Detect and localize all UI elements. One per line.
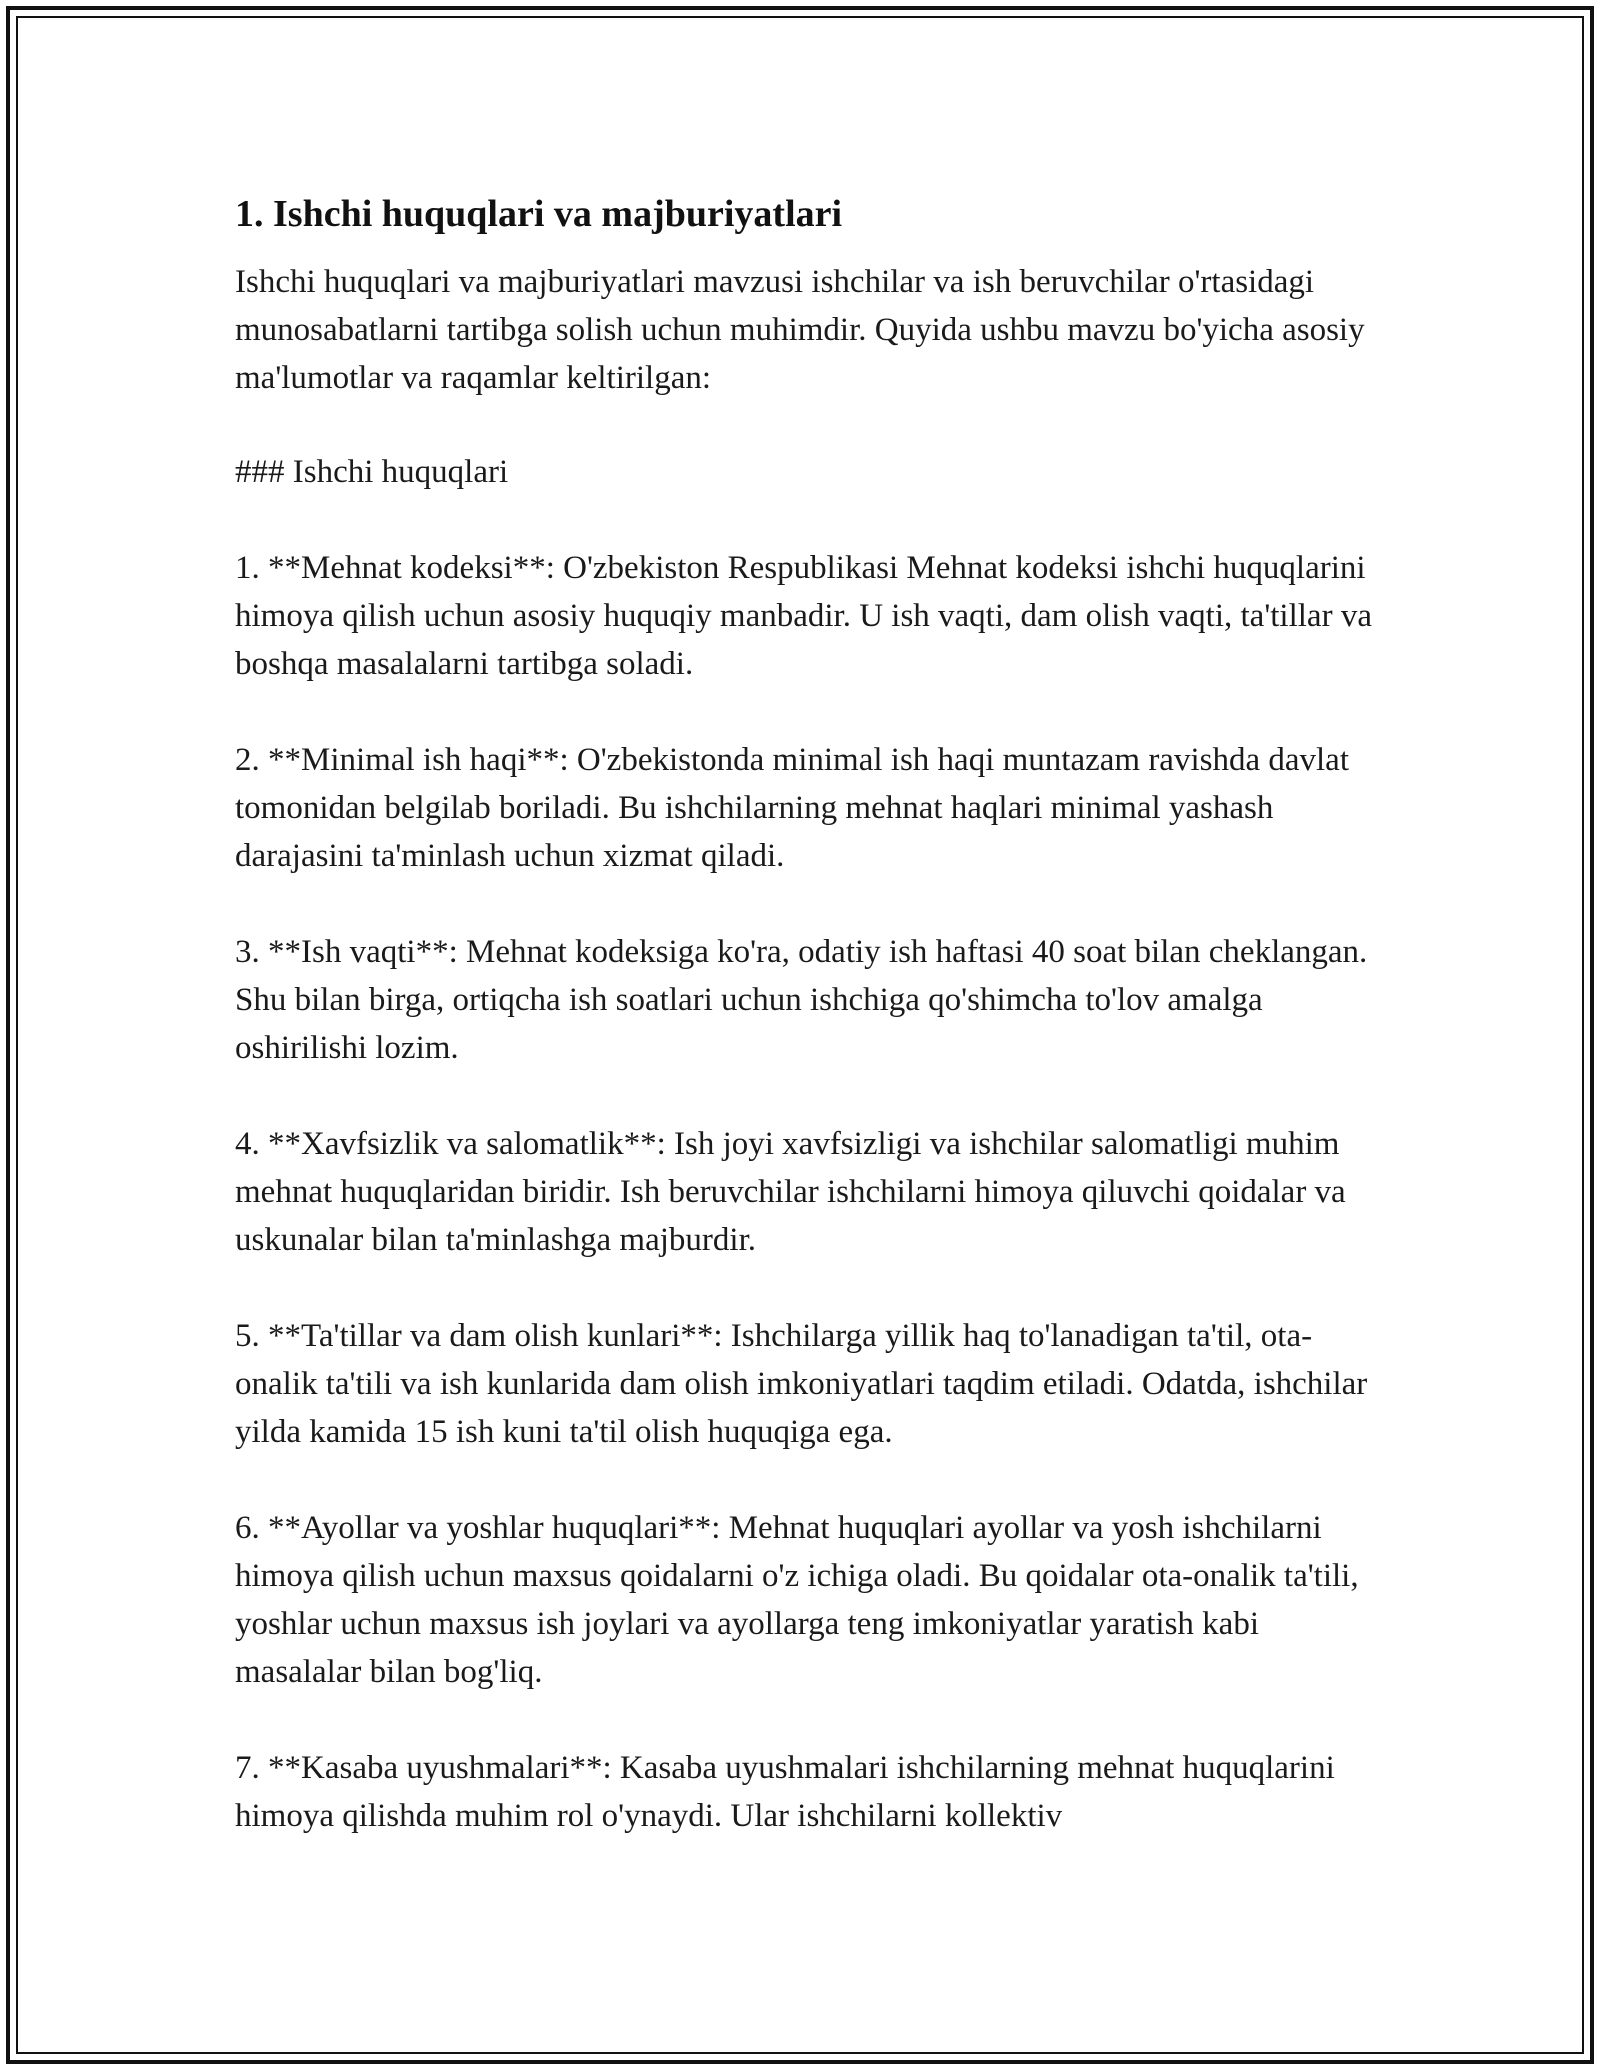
document-body [235, 188, 1385, 1840]
list-item: 1. **Mehnat kodeksi**: O'zbekiston Respublikasi Mehnat kodeksi ishchi huquqlarini himoya qilish uchun asosiy huquqiy manbadir. U ish vaqti, dam olish vaqti, ta'tillar va boshqa masalalarni tartibga soladi. [235, 550, 1372, 682]
list-item: 3. **Ish vaqti**: Mehnat kodeksiga ko'ra, odatiy ish haftasi 40 soat bilan cheklangan. Shu bilan birga, ortiqcha ish soatlari uchun ishchiga qo'shimcha to'lov amalga oshirilishi lozim. [235, 934, 1368, 1066]
list-item: 6. **Ayollar va yoshlar huquqlari**: Mehnat huquqlari ayollar va yosh ishchilarni himoya qilish uchun maxsus qoidalarni o'z ichiga oladi. Bu qoidalar ota-onalik ta'tili, yoshlar uchun maxsus ish joylari va ayollarga teng imkoniyatlar yaratish kabi masalalar bilan bog'liq. [235, 1510, 1359, 1690]
list-item: 5. **Ta'tillar va dam olish kunlari**: Ishchilarga yillik haq to'lanadigan ta'til, ota-onalik ta'tili va ish kunlarida dam olish imkoniyatlari taqdim etiladi. Odatda, ishchilar yilda kamida 15 ish kuni ta'til olish huquqiga ega. [235, 1318, 1368, 1450]
intro-paragraph: Ishchi huquqlari va majburiyatlari mavzusi ishchilar va ish beruvchilar o'rtasidagi munosabatlarni tartibga solish uchun muhimdir. Quyida ushbu mavzu bo'yicha asosiy ma'lumotlar va raqamlar keltirilgan: [235, 264, 1365, 396]
list-item: 2. **Minimal ish haqi**: O'zbekistonda minimal ish haqi muntazam ravishda davlat tomonidan belgilab boriladi. Bu ishchilarning mehnat haqlari minimal yashash darajasini ta'minlash uchun xizmat qiladi. [235, 742, 1349, 874]
list-item: 4. **Xavfsizlik va salomatlik**: Ish joyi xavfsizligi va ishchilar salomatligi muhim mehnat huquqlaridan biridir. Ish beruvchilar ishchilarni himoya qiluvchi qoidalar va uskunalar bilan ta'minlashga majburdir. [235, 1126, 1346, 1258]
document-title: 1. Ishchi huquqlari va majburiyatlari [235, 193, 843, 235]
section-heading: ### Ishchi huquqlari [235, 454, 509, 490]
list-item: 7. **Kasaba uyushmalari**: Kasaba uyushmalari ishchilarning mehnat huquqlarini himoya qilishda muhim rol o'ynaydi. Ular ishchilarni kollektiv [235, 1750, 1335, 1834]
